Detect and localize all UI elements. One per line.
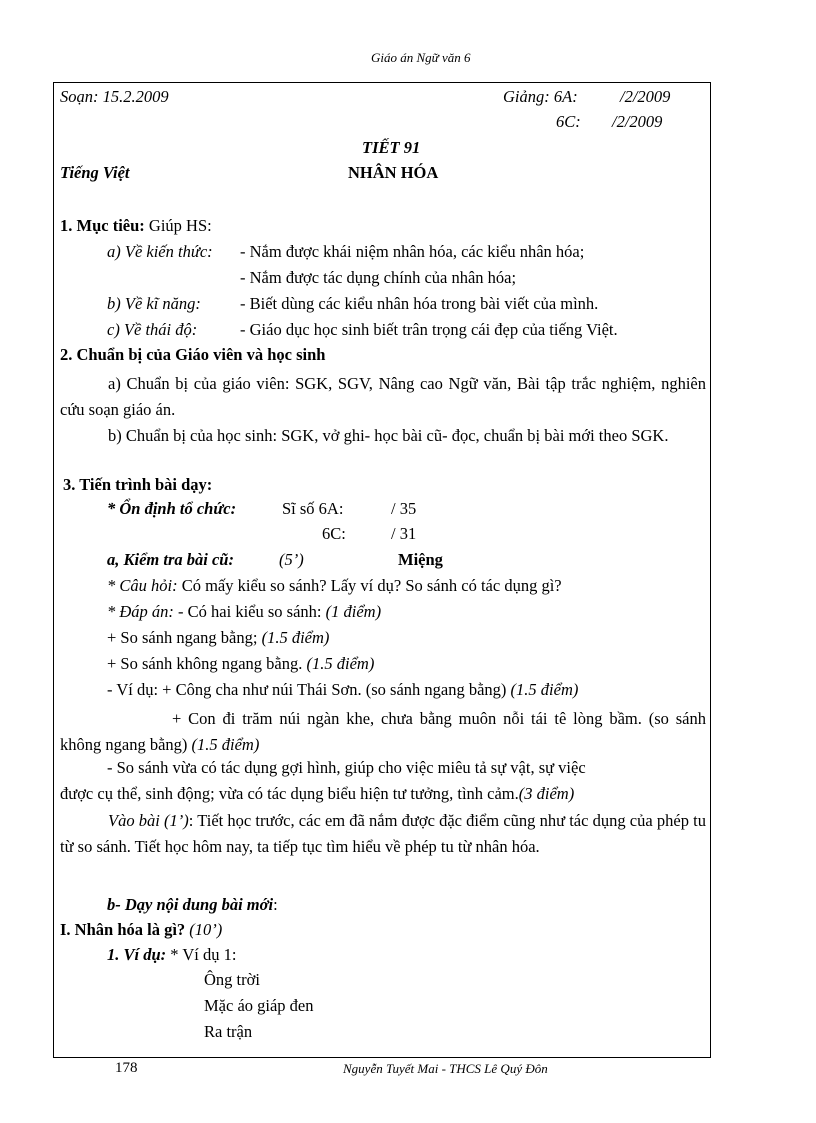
- ki-nang-text: - Biết dùng các kiểu nhân hóa trong bài viết của mình.: [240, 294, 599, 313]
- class-6c-label: 6C:: [556, 112, 581, 131]
- poem-line: Ra trận: [204, 1022, 253, 1041]
- objectives-intro: Giúp HS:: [144, 216, 212, 235]
- ngang-bang-score: (1.5 điểm): [261, 628, 330, 647]
- si-so-6c: / 31: [391, 524, 417, 543]
- page-number: 178: [115, 1060, 138, 1076]
- ngang-bang-line: [107, 628, 329, 648]
- dap-an-label: * Đáp án:: [107, 602, 174, 621]
- student-preparation-text: b) Chuẩn bị của học sinh: SGK, vở ghi- học bài cũ- đọc, chuẩn bị bài mới theo SGK.: [108, 426, 669, 445]
- kiem-tra-mode: Miệng: [398, 550, 443, 569]
- kiem-tra-time: (5’): [279, 550, 304, 569]
- khong-ngang-bang-line: [107, 654, 374, 674]
- objectives-heading: 1. Mục tiêu:: [60, 216, 145, 235]
- cau-hoi-text: Có mấy kiểu so sánh? Lấy ví dụ? So sánh có tác dụng gì?: [177, 576, 562, 595]
- procedure-heading: 3. Tiến trình bài dạy:: [63, 475, 213, 494]
- tac-dung-score: (3 điểm): [518, 784, 575, 803]
- tac-dung-line-2: [60, 784, 574, 804]
- day-noi-dung-heading: b- Dạy nội dung bài mới: [107, 895, 274, 914]
- cau-hoi-line: [107, 576, 562, 596]
- thai-do-label: c) Về thái độ:: [107, 320, 198, 339]
- giang-6c-date: /2/2009: [612, 112, 663, 131]
- vi-du-label: 1. Ví dụ:: [107, 945, 167, 964]
- vi-du-1-score: (1.5 điểm): [510, 680, 579, 699]
- thai-do-text: - Giáo dục học sinh biết trân trọng cái đẹp của tiếng Việt.: [240, 320, 618, 339]
- giang-6a-date: /2/2009: [620, 87, 671, 106]
- ngang-bang-text: + So sánh ngang bằng;: [107, 628, 262, 647]
- day-noi-dung-line: [107, 895, 278, 915]
- section-1-time: (10’): [185, 920, 223, 939]
- on-dinh-label: * Ổn định tổ chức:: [107, 499, 237, 518]
- si-so-6c-label: 6C:: [322, 524, 346, 543]
- tiet-number: TIẾT 91: [362, 138, 421, 157]
- vi-du-1-text: - Ví dụ: + Công cha như núi Thái Sơn. (so sánh ngang bằng): [107, 680, 511, 699]
- cau-hoi-label: * Câu hỏi:: [107, 576, 178, 595]
- vi-du-2-score: (1.5 điểm): [191, 735, 260, 754]
- vao-bai-paragraph: [60, 808, 706, 860]
- section-1-heading: I. Nhân hóa là gì?: [60, 920, 186, 939]
- ki-nang-label: b) Về kĩ năng:: [107, 294, 201, 313]
- student-preparation: [60, 423, 706, 449]
- vi-du-1-line: [107, 680, 578, 700]
- khong-ngang-bang-text: + So sánh không ngang bằng.: [107, 654, 307, 673]
- poem-line: Ông trời: [204, 970, 260, 989]
- vi-du-intro: * Ví dụ 1:: [166, 945, 237, 964]
- teacher-preparation: [60, 371, 706, 423]
- soan-date: Soạn: 15.2.2009: [60, 87, 169, 106]
- kiem-tra-label: a, Kiểm tra bài cũ:: [107, 550, 234, 569]
- section-1-heading-line: [60, 920, 222, 940]
- kien-thuc-label: a) Về kiến thức:: [107, 242, 213, 261]
- tac-dung-line-1: - So sánh vừa có tác dụng gợi hình, giúp cho việc miêu tả sự vật, sự việc: [107, 758, 586, 777]
- poem-line: Mặc áo giáp đen: [204, 996, 314, 1015]
- teacher-preparation-text: a) Chuẩn bị của giáo viên: SGK, SGV, Nâng cao Ngữ văn, Bài tập trắc nghiệm, nghiên cứu soạn giáo án.: [60, 374, 706, 419]
- khong-ngang-bang-score: (1.5 điểm): [306, 654, 375, 673]
- dap-an-line: [107, 602, 381, 622]
- page-header-title: Giáo án Ngữ văn 6: [371, 50, 471, 65]
- day-noi-dung-colon: :: [273, 895, 278, 914]
- vi-du-2-paragraph: [60, 706, 706, 758]
- lesson-title: NHÂN HÓA: [348, 163, 439, 182]
- tac-dung-text-2: được cụ thể, sinh động; vừa có tác dụng biểu hiện tư tưởng, tình cảm.: [60, 784, 519, 803]
- objectives-line: [60, 216, 212, 236]
- subject-label: Tiếng Việt: [60, 163, 130, 182]
- si-so-label: Sĩ số 6A:: [282, 499, 344, 518]
- kien-thuc-1: - Nắm được khái niệm nhân hóa, các kiểu nhân hóa;: [240, 242, 585, 261]
- vi-du-2-text: + Con đi trăm núi ngàn khe, chưa bằng muôn nỗi tái tê lòng bầm. (so sánh không ngang bằng): [60, 709, 706, 754]
- vao-bai-label: Vào bài (1’): [108, 811, 189, 830]
- dap-an-score: (1 điểm): [325, 602, 382, 621]
- dap-an-text: - Có hai kiểu so sánh:: [173, 602, 326, 621]
- si-so-6a: / 35: [391, 499, 417, 518]
- footer-author: Nguyễn Tuyết Mai - THCS Lê Quý Đôn: [343, 1061, 548, 1076]
- preparation-heading: 2. Chuẩn bị của Giáo viên và học sinh: [60, 345, 326, 364]
- vi-du-line: [107, 945, 236, 965]
- kien-thuc-2: - Nắm được tác dụng chính của nhân hóa;: [240, 268, 517, 287]
- vao-bai-text: : Tiết học trước, các em đã nắm được đặc điểm cũng như tác dụng của phép tu từ so sánh. Tiết học hôm nay, ta tiếp tục tìm hiểu về phép tu từ nhân hóa.: [60, 811, 706, 856]
- giang-label: Giảng: 6A:: [503, 87, 578, 106]
